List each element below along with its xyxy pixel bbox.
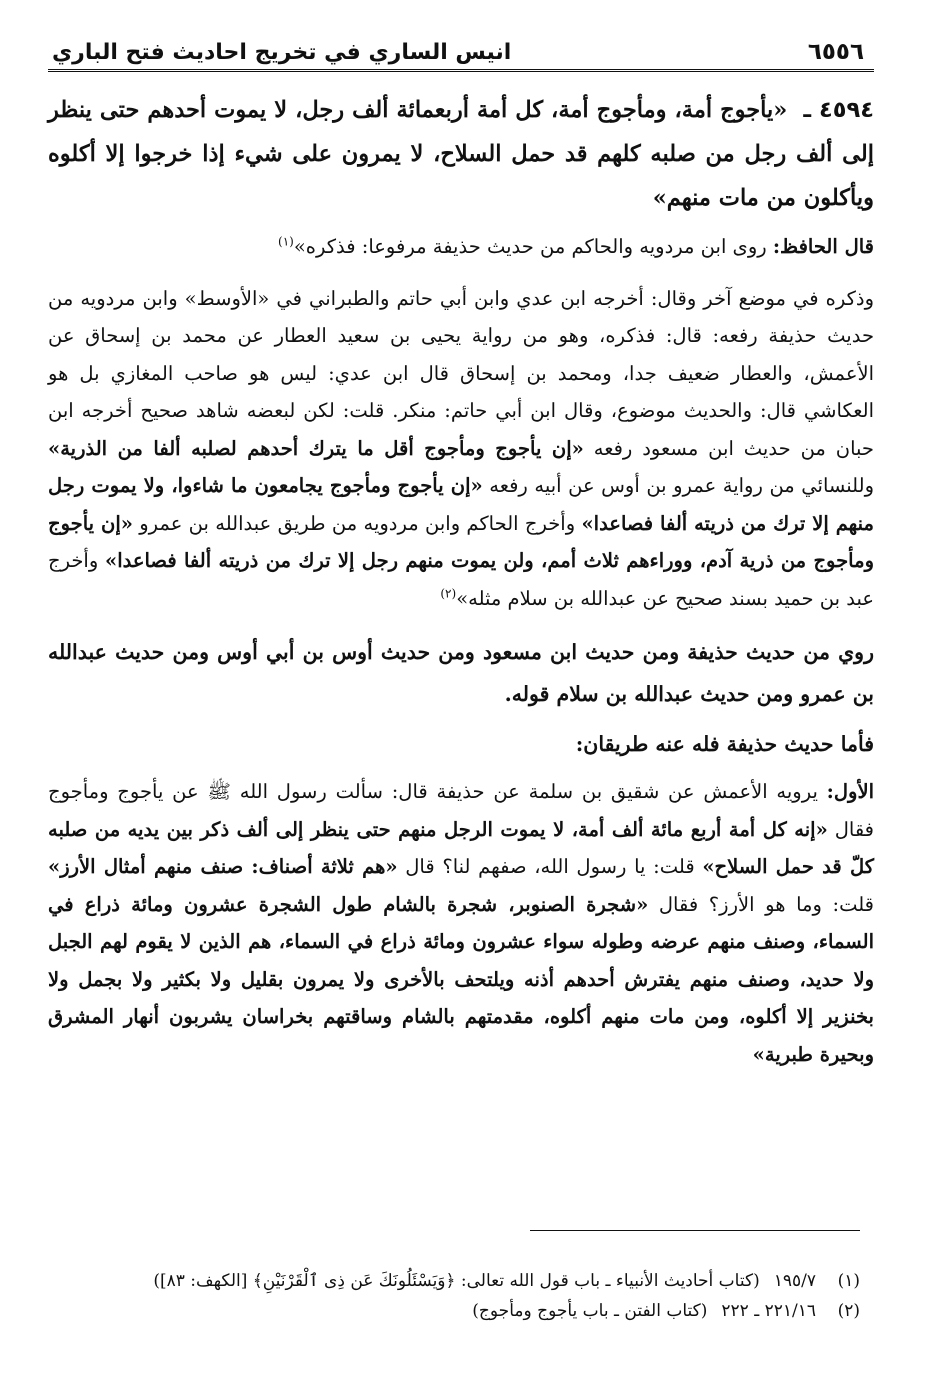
hafiz-quote — [48, 228, 874, 266]
footnote-reference: ١٩٥/٧ — [773, 1271, 816, 1291]
paragraph-quote-2: «إن يأجوج ومأجوج يجامعون ما شاءوا، ولا يموت رجل منهم إلا ترك من ذريته ألفا فصاعدا» — [48, 474, 874, 535]
paragraph-text-1: وذكره في موضع آخر وقال: أخرجه ابن عدي وابن أبي حاتم والطبراني في «الأوسط» وابن مردويه من حديث حذيفة رفعه: قال: فذكره، وهو من رواية يحيى بن سعيد العطار عن محمد بن إسحاق عن الأعمش، والعطار ضعيف جدا، ومحمد بن إسحاق قال ابن عدي: ليس هو صاحب المغازي بل هو العكاشي قال: والحديث موضوع، وقال ابن أبي حاتم: منكر. قلت: لكن لبعضه شاهد صحيح أخرجه ابن حبان من حديث ابن مسعود رفعه — [48, 286, 874, 460]
paragraph-text-2: وللنسائي من رواية عمرو بن أوس عن أبيه رفعه — [489, 474, 874, 497]
paragraph-quote-3: «إن يأجوج ومأجوج من ذرية آدم، ووراءهم ثلاث أمم، ولن يموت منهم رجل إلا ترك من ذريته ألفا فصاعدا» — [48, 511, 874, 572]
hadith-text — [48, 88, 874, 220]
footnote-text: (كتاب الفتن ـ باب يأجوج ومأجوج) — [472, 1301, 708, 1321]
first-way-label: الأول: — [826, 780, 874, 803]
section-heading: فأما حديث حذيفة فله عنه طريقان: — [575, 732, 874, 756]
page-header — [48, 28, 874, 72]
footnotes — [48, 1266, 860, 1326]
footnote-number: (٢) — [837, 1301, 860, 1321]
paragraph-quote-1: «إن يأجوج ومأجوج أقل ما يترك أحدهم لصلبه ألفا من الذرية» — [48, 436, 584, 460]
paragraph-text-3: وأخرج الحاكم وابن مردويه من طريق عبدالله بن عمرو — [139, 511, 576, 535]
footnote-number: (١) — [837, 1271, 860, 1291]
first-way-text-3: قلت: وما هو الأرز؟ فقال — [658, 892, 875, 916]
paragraph-text-4: وأخرج عبد بن حميد بسند صحيح عن عبدالله بن سلام مثله» — [48, 549, 874, 610]
page-number: ٦٥٥٦ — [807, 39, 864, 65]
hafiz-label: قال الحافظ: — [772, 235, 874, 258]
first-way-text-1: يرويه الأعمش عن شقيق بن سلمة عن حذيفة قال: سألت رسول الله ﷺ عن يأجوج ومأجوج فقال — [48, 780, 874, 841]
footnote-1 — [48, 1266, 860, 1296]
footnote-divider — [530, 1230, 860, 1231]
footnote-2 — [48, 1296, 860, 1326]
first-way-quote-1: «إنه كل أمة أربع مائة ألف أمة، لا يموت الرجل منهم حتى ينظر إلى ألف ذكر بين يديه من صلبه كلّ قد حمل السلاح» — [48, 817, 875, 878]
footnote-ref-1: (١) — [278, 234, 294, 249]
hafiz-text: روى ابن مردويه والحاكم من حديث حذيفة مرفوعا: فذكره» — [293, 235, 767, 258]
footnote-reference: ٢٢١/١٦ ـ ٢٢٢ — [721, 1301, 816, 1321]
first-way-paragraph — [48, 773, 874, 1073]
first-way-quote-3: «شجرة الصنوبر، شجرة بالشام طول الشجرة عشرون ومائة ذراع في السماء، وصنف منهم عرضه وطوله سواء عشرون ومائة ذراع في السماء، هم الذين لا يقوم لهم الجبل ولا حديد، وصنف منهم يفترش أحدهم أذنه ويلتحف بالأخرى ولا يمرون بقليل ولا بكثير ولا بجمل ولا بخنزير إلا أكلوه، ومن مات منهم أكلوه، مقدمتهم بالشام وساقتهم بخراسان يشربون أنهار المشرق وبحيرة طبرية» — [48, 892, 874, 1066]
footnote-text: (كتاب أحاديث الأنبياء ـ باب قول الله تعالى: ﴿وَيَسْئَلُونَكَ عَن ذِى ٱلْقَرْنَيْنِ﴾ [الكهف: ٨٣]) — [153, 1271, 760, 1291]
first-way-text-2: قلت: يا رسول الله، صفهم لنا؟ قال — [405, 855, 695, 878]
running-title: انيس الساري في تخريج احاديث فتح الباري — [52, 40, 512, 65]
first-way-quote-2: «هم ثلاثة أصناف: صنف منهم أمثال الأرز» — [48, 855, 398, 878]
footnote-ref-2: (٢) — [440, 586, 457, 600]
book-page — [48, 28, 874, 1358]
summary-paragraph: روي من حديث حذيفة ومن حديث ابن مسعود ومن حديث أوس بن أبي أوس ومن حديث عبدالله بن عمرو ومن حديث عبدالله بن سلام قوله. — [48, 640, 874, 706]
hadith-number: ٤٥٩٤ ـ — [803, 97, 874, 123]
takhrij-paragraph — [48, 280, 874, 618]
hadith-body: «يأجوج أمة، ومأجوج أمة، كل أمة أربعمائة ألف رجل، لا يموت أحدهم حتى ينظر إلى ألف رجل من صلبه كلهم قد حمل السلاح، لا يمرون على شيء إذا خرجوا إلا أكلوه ويأكلون من مات منهم» — [48, 97, 874, 211]
